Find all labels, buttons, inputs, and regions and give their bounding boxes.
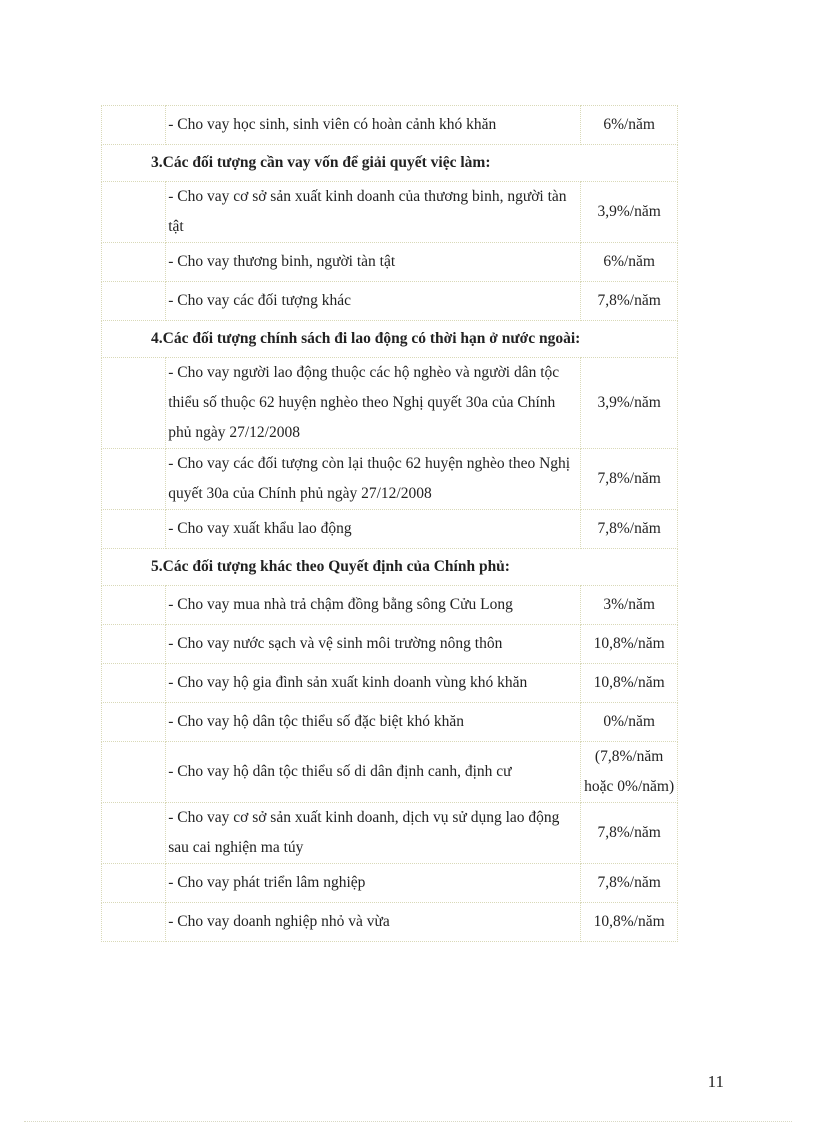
interest-rate-cell: 10,8%/năm xyxy=(581,664,678,703)
interest-rate-cell: 7,8%/năm xyxy=(581,449,678,510)
empty-indent-cell xyxy=(102,449,166,510)
loan-rate-table xyxy=(101,105,678,942)
table-row xyxy=(102,664,678,703)
table-row xyxy=(102,282,678,321)
interest-rate-cell: 7,8%/năm xyxy=(581,510,678,549)
empty-indent-cell xyxy=(102,703,166,742)
interest-rate-cell: (7,8%/năm hoặc 0%/năm) xyxy=(581,742,678,803)
table-row xyxy=(102,864,678,903)
empty-indent-cell xyxy=(102,182,166,243)
table-row xyxy=(102,358,678,449)
interest-rate-cell: 10,8%/năm xyxy=(581,625,678,664)
empty-indent-cell xyxy=(102,358,166,449)
table-row xyxy=(102,625,678,664)
loan-type-cell: - Cho vay hộ dân tộc thiểu số đặc biệt khó khăn xyxy=(166,703,581,742)
footer-divider xyxy=(24,1121,792,1122)
table-row xyxy=(102,703,678,742)
table-row xyxy=(102,510,678,549)
interest-rate-cell: 3,9%/năm xyxy=(581,182,678,243)
section-heading: 5.Các đối tượng khác theo Quyết định của Chính phủ: xyxy=(102,549,678,586)
page-number: 11 xyxy=(707,1072,724,1091)
empty-indent-cell xyxy=(102,664,166,703)
interest-rate-cell: 3,9%/năm xyxy=(581,358,678,449)
table-row xyxy=(102,106,678,145)
empty-indent-cell xyxy=(102,864,166,903)
loan-type-cell: - Cho vay phát triển lâm nghiệp xyxy=(166,864,581,903)
section-heading-row xyxy=(102,321,678,358)
table-row xyxy=(102,803,678,864)
loan-type-cell: - Cho vay các đối tượng còn lại thuộc 62 huyện nghèo theo Nghị quyết 30a của Chính phủ ngày 27/12/2008 xyxy=(166,449,581,510)
section-heading: 3.Các đối tượng cần vay vốn để giải quyết việc làm: xyxy=(102,145,678,182)
loan-rate-table-body xyxy=(102,106,678,942)
empty-indent-cell xyxy=(102,106,166,145)
loan-type-cell: - Cho vay xuất khẩu lao động xyxy=(166,510,581,549)
interest-rate-cell: 6%/năm xyxy=(581,106,678,145)
loan-type-cell: - Cho vay nước sạch và vệ sinh môi trường nông thôn xyxy=(166,625,581,664)
loan-type-cell: - Cho vay mua nhà trả chậm đồng bằng sông Cửu Long xyxy=(166,586,581,625)
interest-rate-cell: 7,8%/năm xyxy=(581,803,678,864)
empty-indent-cell xyxy=(102,586,166,625)
empty-indent-cell xyxy=(102,510,166,549)
interest-rate-cell: 3%/năm xyxy=(581,586,678,625)
empty-indent-cell xyxy=(102,803,166,864)
loan-type-cell: - Cho vay các đối tượng khác xyxy=(166,282,581,321)
empty-indent-cell xyxy=(102,625,166,664)
loan-type-cell: - Cho vay hộ gia đình sản xuất kinh doanh vùng khó khăn xyxy=(166,664,581,703)
table-row xyxy=(102,449,678,510)
loan-type-cell: - Cho vay người lao động thuộc các hộ nghèo và người dân tộc thiểu số thuộc 62 huyện nghèo theo Nghị quyết 30a của Chính phủ ngày 27/12/2008 xyxy=(166,358,581,449)
empty-indent-cell xyxy=(102,903,166,942)
section-heading-row xyxy=(102,145,678,182)
table-row xyxy=(102,903,678,942)
section-heading-row xyxy=(102,549,678,586)
empty-indent-cell xyxy=(102,742,166,803)
interest-rate-cell: 0%/năm xyxy=(581,703,678,742)
section-heading: 4.Các đối tượng chính sách đi lao động có thời hạn ở nước ngoài: xyxy=(102,321,678,358)
interest-rate-cell: 7,8%/năm xyxy=(581,282,678,321)
table-row xyxy=(102,586,678,625)
loan-type-cell: - Cho vay cơ sở sản xuất kinh doanh của thương binh, người tàn tật xyxy=(166,182,581,243)
table-row xyxy=(102,182,678,243)
loan-type-cell: - Cho vay học sinh, sinh viên có hoàn cảnh khó khăn xyxy=(166,106,581,145)
interest-rate-cell: 6%/năm xyxy=(581,243,678,282)
loan-type-cell: - Cho vay doanh nghiệp nhỏ và vừa xyxy=(166,903,581,942)
loan-type-cell: - Cho vay hộ dân tộc thiểu số di dân định canh, định cư xyxy=(166,742,581,803)
interest-rate-cell: 10,8%/năm xyxy=(581,903,678,942)
table-row xyxy=(102,742,678,803)
empty-indent-cell xyxy=(102,243,166,282)
loan-type-cell: - Cho vay cơ sở sản xuất kinh doanh, dịch vụ sử dụng lao động sau cai nghiện ma túy xyxy=(166,803,581,864)
empty-indent-cell xyxy=(102,282,166,321)
interest-rate-cell: 7,8%/năm xyxy=(581,864,678,903)
table-row xyxy=(102,243,678,282)
loan-type-cell: - Cho vay thương binh, người tàn tật xyxy=(166,243,581,282)
